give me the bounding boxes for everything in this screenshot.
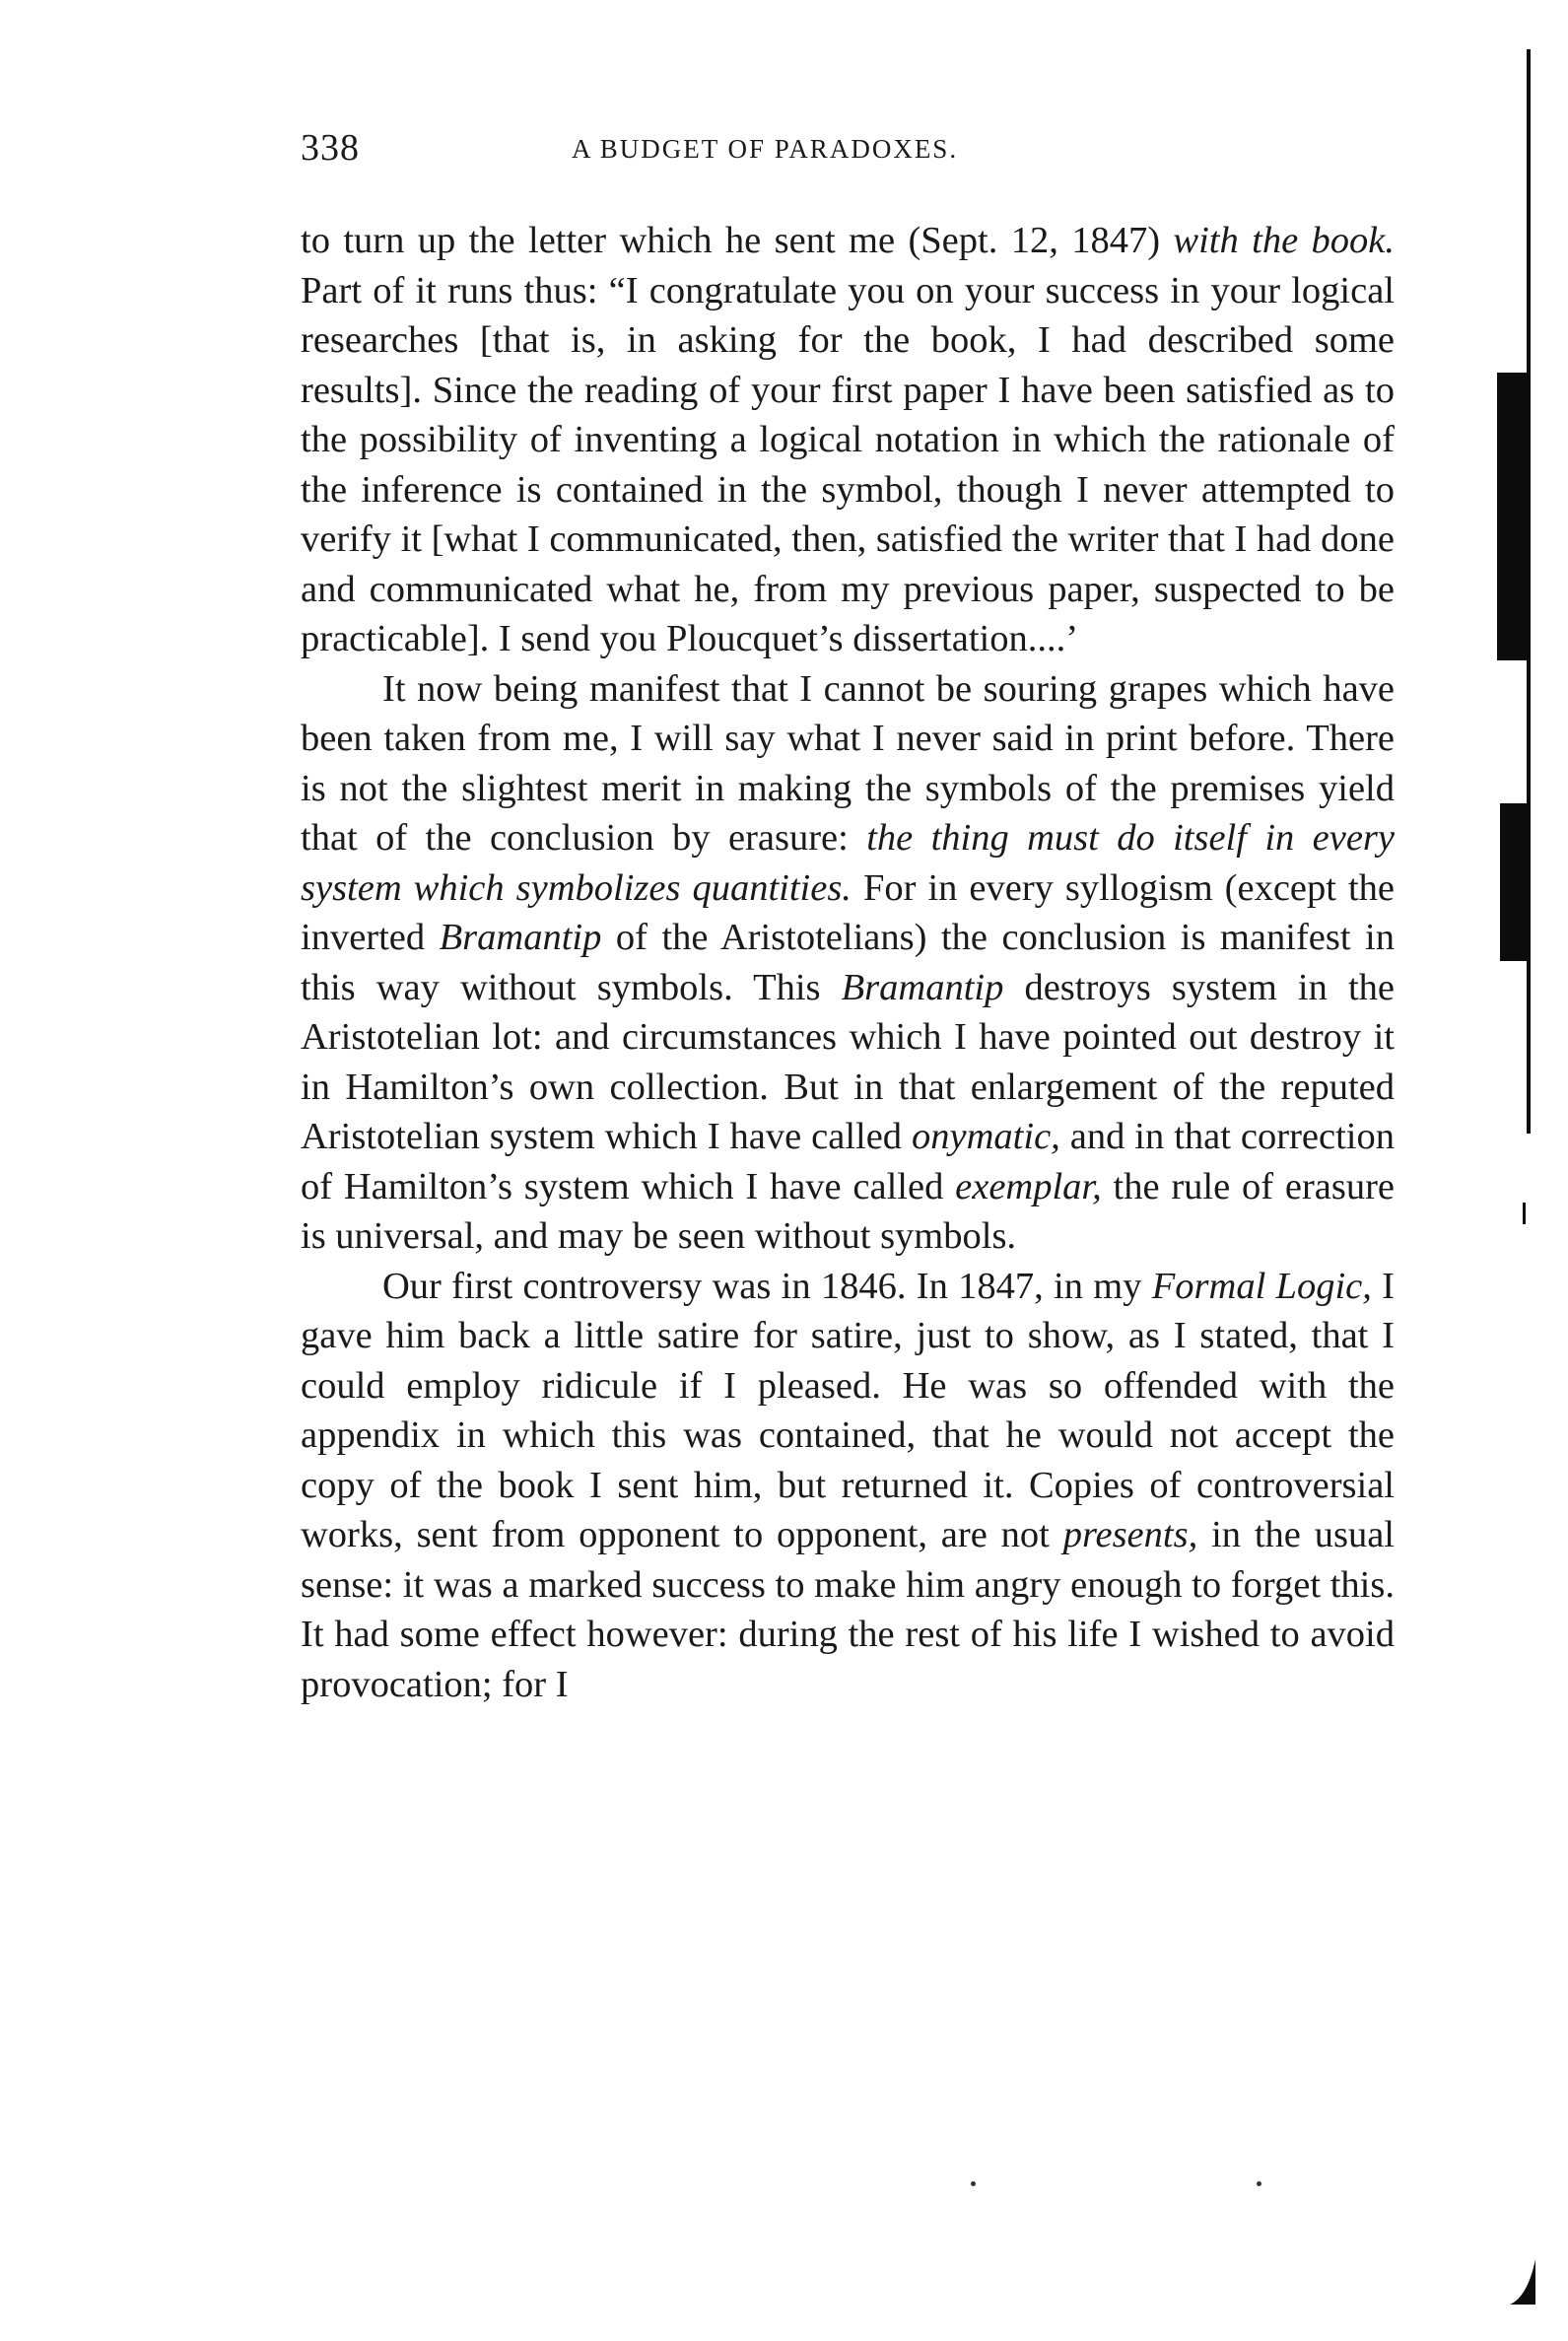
running-head: A BUDGET OF PARADOXES.: [572, 134, 959, 164]
text-run: Part of it runs thus: “I congratulate you on your success in your logical researches [that is, in asking for the book, I had described some results]. Since the reading of your first paper I have been satisfied as to the possibility of inventing a logical notation in which the rationale of the inference is contained in the symbol, though I never attempted to verify it [what I communicated, then, satisfied the writer that I had done and communicated what he, from my previous paper, suspected to be practicable]. I send you Ploucquet’s dissertation....’: [301, 269, 1395, 659]
page-corner-curl: [1508, 2257, 1537, 2307]
text-run: destroys system in the Aristotelian lot: and circumstances which I have pointed out destroy it in Hamilton’s own collection. But in that enlargement of the reputed Aristotelian system which I have called: [301, 966, 1395, 1157]
stray-mark: [971, 2181, 976, 2186]
italic-run: Bramantip: [841, 966, 1004, 1008]
italic-run: Formal Logic,: [1151, 1265, 1372, 1307]
text-run: to turn up the letter which he sent me (Sept. 12, 1847): [301, 220, 1174, 261]
text-run: of the Aristotelians) the conclusion is manifest in this way without symbols. This: [301, 917, 1395, 1008]
paragraph-2: [301, 664, 1395, 1262]
stray-mark: [1257, 2181, 1261, 2186]
scan-edge-shadow-lower: [1500, 803, 1531, 961]
italic-run: the thing must do itself in every system which symbolizes quantities.: [301, 817, 1395, 909]
text-run: in the usual sense: it was a marked success to make him angry enough to forget this. It had some effect however: during the rest of his life I wished to avoid provocation; for I: [301, 1514, 1396, 1705]
italic-run: exemplar,: [955, 1165, 1102, 1207]
text-run: For in every syllogism (except the inverted: [301, 866, 1395, 958]
text-run: Our first controversy was in 1846. In 1847, in my: [382, 1265, 1152, 1307]
text-run: It now being manifest that I cannot be souring grapes which have been taken from me, I will say what I never said in print before. There is not the slightest merit in making the symbols of the premises yield that of the conclusion by erasure:: [301, 667, 1395, 859]
italic-run: onymatic,: [912, 1116, 1060, 1157]
text-run: and in that correction of Hamilton’s system which I have called: [301, 1116, 1395, 1207]
scan-edge-tick: [1523, 1203, 1526, 1224]
paragraph-1: [301, 216, 1395, 664]
page-header: [301, 126, 1395, 185]
text-run: the rule of erasure is universal, and may be seen without symbols.: [301, 1165, 1395, 1257]
italic-run: Bramantip: [439, 917, 602, 958]
paragraph-3: [301, 1262, 1395, 1710]
italic-run: presents,: [1062, 1514, 1198, 1555]
scan-edge-shadow-upper: [1497, 373, 1531, 660]
body-text: [301, 216, 1395, 1709]
page-number: 338: [301, 127, 360, 169]
italic-run: with the book.: [1173, 220, 1395, 261]
text-run: I gave him back a little satire for satire, just to show, as I stated, that I could employ ridicule if I pleased. He was so offended with the appendix in which this was contained, that he would not accept the copy of the book I sent him, but returned it. Copies of controversial works, sent from opponent to opponent, are not: [301, 1265, 1395, 1555]
